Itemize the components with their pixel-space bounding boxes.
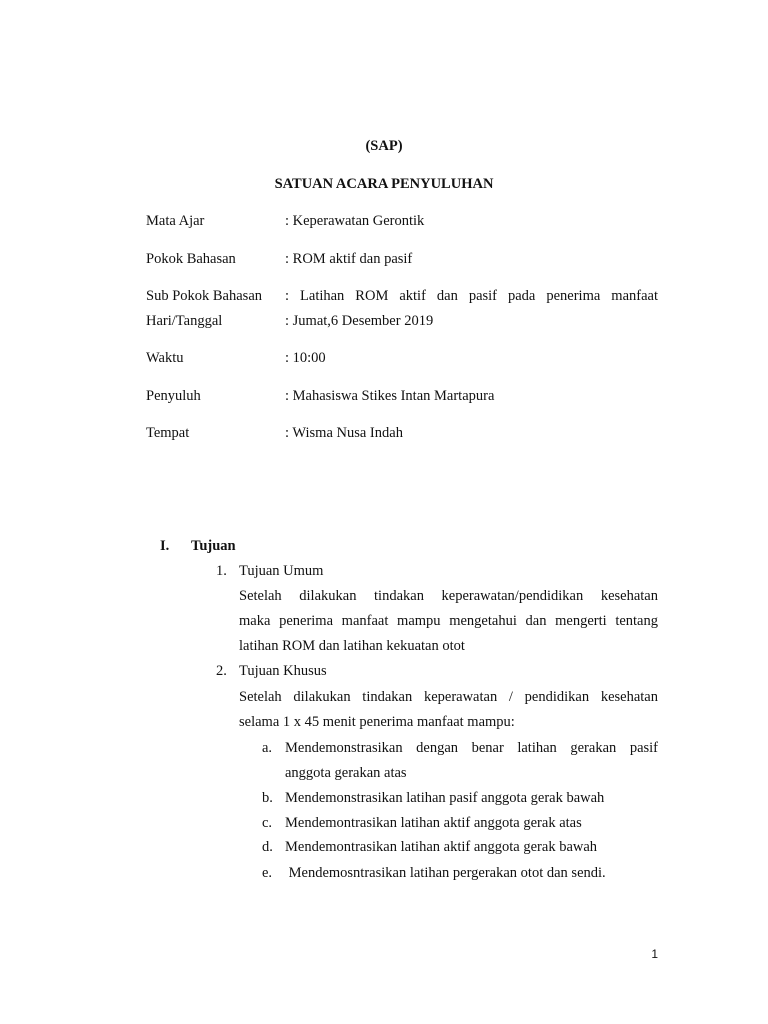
tujuan-khusus-number: 2. <box>216 663 227 679</box>
info-value-pokok-bahasan: : ROM aktif dan pasif <box>285 251 413 267</box>
info-value-waktu: : 10:00 <box>285 350 326 366</box>
tujuan-khusus-line-1: Setelah dilakukan tindakan keperawatan / pendidikan kesehatan <box>239 689 658 705</box>
info-label-mata-ajar: Mata Ajar <box>146 213 205 229</box>
section-heading: Tujuan <box>191 538 236 554</box>
tujuan-umum-line-2: maka penerima manfaat mampu mengetahui dan mengerti tentang <box>239 613 658 629</box>
document-title: SATUAN ACARA PENYULUHAN <box>274 176 494 192</box>
section-numeral: I. <box>160 538 170 554</box>
list-item-text: Mendemosntrasikan latihan pergerakan otot dan sendi. <box>285 865 606 881</box>
tujuan-umum-line-3: latihan ROM dan latihan kekuatan otot <box>239 638 465 654</box>
list-item-letter: e. <box>262 865 273 881</box>
info-label-tempat: Tempat <box>146 425 190 441</box>
list-item-text: Mendemonstrasikan dengan benar latihan gerakan pasif <box>285 740 658 756</box>
list-item-text: Mendemonstrasikan latihan pasif anggota gerak bawah <box>285 790 605 806</box>
info-label-waktu: Waktu <box>146 350 184 366</box>
list-item-text: Mendemontrasikan latihan aktif anggota gerak bawah <box>285 839 598 855</box>
info-value-mata-ajar: : Keperawatan Gerontik <box>285 213 425 229</box>
info-label-sub-pokok-bahasan: Sub Pokok Bahasan <box>146 288 262 304</box>
sap-label: (SAP) <box>365 138 403 154</box>
info-value-hari-tanggal: : Jumat,6 Desember 2019 <box>285 313 434 329</box>
info-value-sub-pokok-bahasan: : Latihan ROM aktif dan pasif pada penerima manfaat <box>285 288 658 304</box>
tujuan-khusus-line-2: selama 1 x 45 menit penerima manfaat mampu: <box>239 714 515 730</box>
list-item-text: Mendemontrasikan latihan aktif anggota gerak atas <box>285 815 582 831</box>
list-item-letter: d. <box>262 839 273 855</box>
list-item-letter: b. <box>262 790 273 806</box>
tujuan-umum-number: 1. <box>216 563 227 579</box>
tujuan-umum-title: Tujuan Umum <box>239 563 324 579</box>
info-value-penyuluh: : Mahasiswa Stikes Intan Martapura <box>285 388 495 404</box>
list-item-letter: c. <box>262 815 273 831</box>
info-label-pokok-bahasan: Pokok Bahasan <box>146 251 236 267</box>
info-label-penyuluh: Penyuluh <box>146 388 201 404</box>
page-number: 1 <box>651 947 658 961</box>
list-item-text-continued: anggota gerakan atas <box>285 765 407 781</box>
info-value-tempat: : Wisma Nusa Indah <box>285 425 403 441</box>
info-label-hari-tanggal: Hari/Tanggal <box>146 313 223 329</box>
tujuan-khusus-title: Tujuan Khusus <box>239 663 327 679</box>
tujuan-umum-line-1: Setelah dilakukan tindakan keperawatan/pendidikan kesehatan <box>239 588 658 604</box>
list-item-letter: a. <box>262 740 273 756</box>
